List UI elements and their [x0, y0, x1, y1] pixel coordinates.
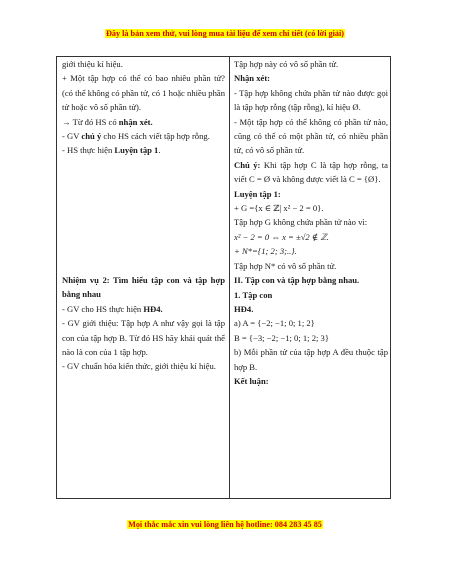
math-line: x² − 2 = 0 ⇔ x = ±√2 ∉ ℤ.: [234, 231, 329, 242]
conclusion-heading: Kết luận:: [234, 375, 269, 386]
paragraph: Tập hợp này có vô số phần tử.: [234, 59, 339, 69]
subsection-heading: 1. Tập con: [234, 289, 273, 300]
paragraph: - Tập hợp không chứa phần tử nào được gọi là tập hợp rỗng (tập rỗng), kí hiệu Ø.: [234, 87, 388, 113]
column-divider: [229, 57, 230, 498]
preview-banner-text: Đây là bản xem thử, vui lòng mua tài liệu để xem chi tiết (có lời giải): [105, 29, 344, 38]
paragraph: - GV cho HS thực hiện HĐ4.: [62, 303, 163, 314]
teacher-activity-column: [62, 57, 225, 374]
activity-label: HĐ4.: [234, 303, 254, 314]
section-heading: II. Tập con và tập hợp bằng nhau.: [234, 275, 360, 286]
task-heading: Nhiệm vụ 2: Tìm hiểu tập con và tập hợp bằng nhau: [62, 274, 225, 300]
hotline-banner-text: Mọi thắc mắc xin vui lòng liên hệ hotline: 084 283 45 85: [128, 520, 322, 529]
paragraph: - GV chuẩn hóa kiến thức, giới thiệu kí hiệu.: [62, 361, 216, 372]
math-line: + G ={x ∈ ℤ| x² − 2 = 0}.: [234, 203, 324, 214]
math-line: a) A = {−2; −1; 0; 1; 2}: [234, 318, 315, 329]
preview-banner: [0, 29, 450, 38]
paragraph: → Từ đó HS có nhận xét.: [62, 116, 153, 127]
paragraph: Tập hợp N* có vô số phần tử.: [234, 260, 337, 271]
paragraph: b) Mỗi phần tử của tập hợp A đều thuộc tập hợp B.: [234, 347, 388, 372]
paragraph: giới thiệu kí hiệu.: [62, 59, 123, 69]
paragraph: - GV chú ý cho HS cách viết tập hợp rỗng.: [62, 131, 210, 142]
math-line: B = {−3; −2; −1; 0; 1; 2; 3}: [234, 332, 329, 343]
exercise-heading: Luyện tập 1:: [234, 188, 281, 199]
lesson-table: [56, 56, 391, 499]
hotline-banner: [0, 520, 450, 529]
paragraph: - HS thực hiện Luyện tập 1.: [62, 145, 161, 156]
student-content-column: [234, 57, 388, 388]
math-line: + N*={1; 2; 3;..}.: [234, 246, 297, 257]
note-heading: Nhận xét:: [234, 73, 271, 84]
paragraph: Tập hợp G không chứa phần tử nào vì:: [234, 217, 368, 228]
paragraph: + Một tập hợp có thể có bao nhiêu phần tử? (có thể không có phần tử, có 1 hoặc nhiều phần tử hoặc vô số phần tử).: [62, 73, 225, 113]
paragraph: - Một tập hợp có thể không có phần tử nào, cũng có thể có một phần tử, có nhiều phần tử, có vô số phần tử.: [234, 116, 388, 156]
paragraph: Chú ý: Khi tập hợp C là tập hợp rỗng, ta viết C = Ø và không được viết là C = {Ø}.: [234, 159, 388, 185]
paragraph: - GV giới thiệu: Tập hợp A như vậy gọi là tập con của tập hợp B. Từ đó HS hãy khái quát thế nào là con của 1 tập hợp.: [62, 318, 225, 357]
